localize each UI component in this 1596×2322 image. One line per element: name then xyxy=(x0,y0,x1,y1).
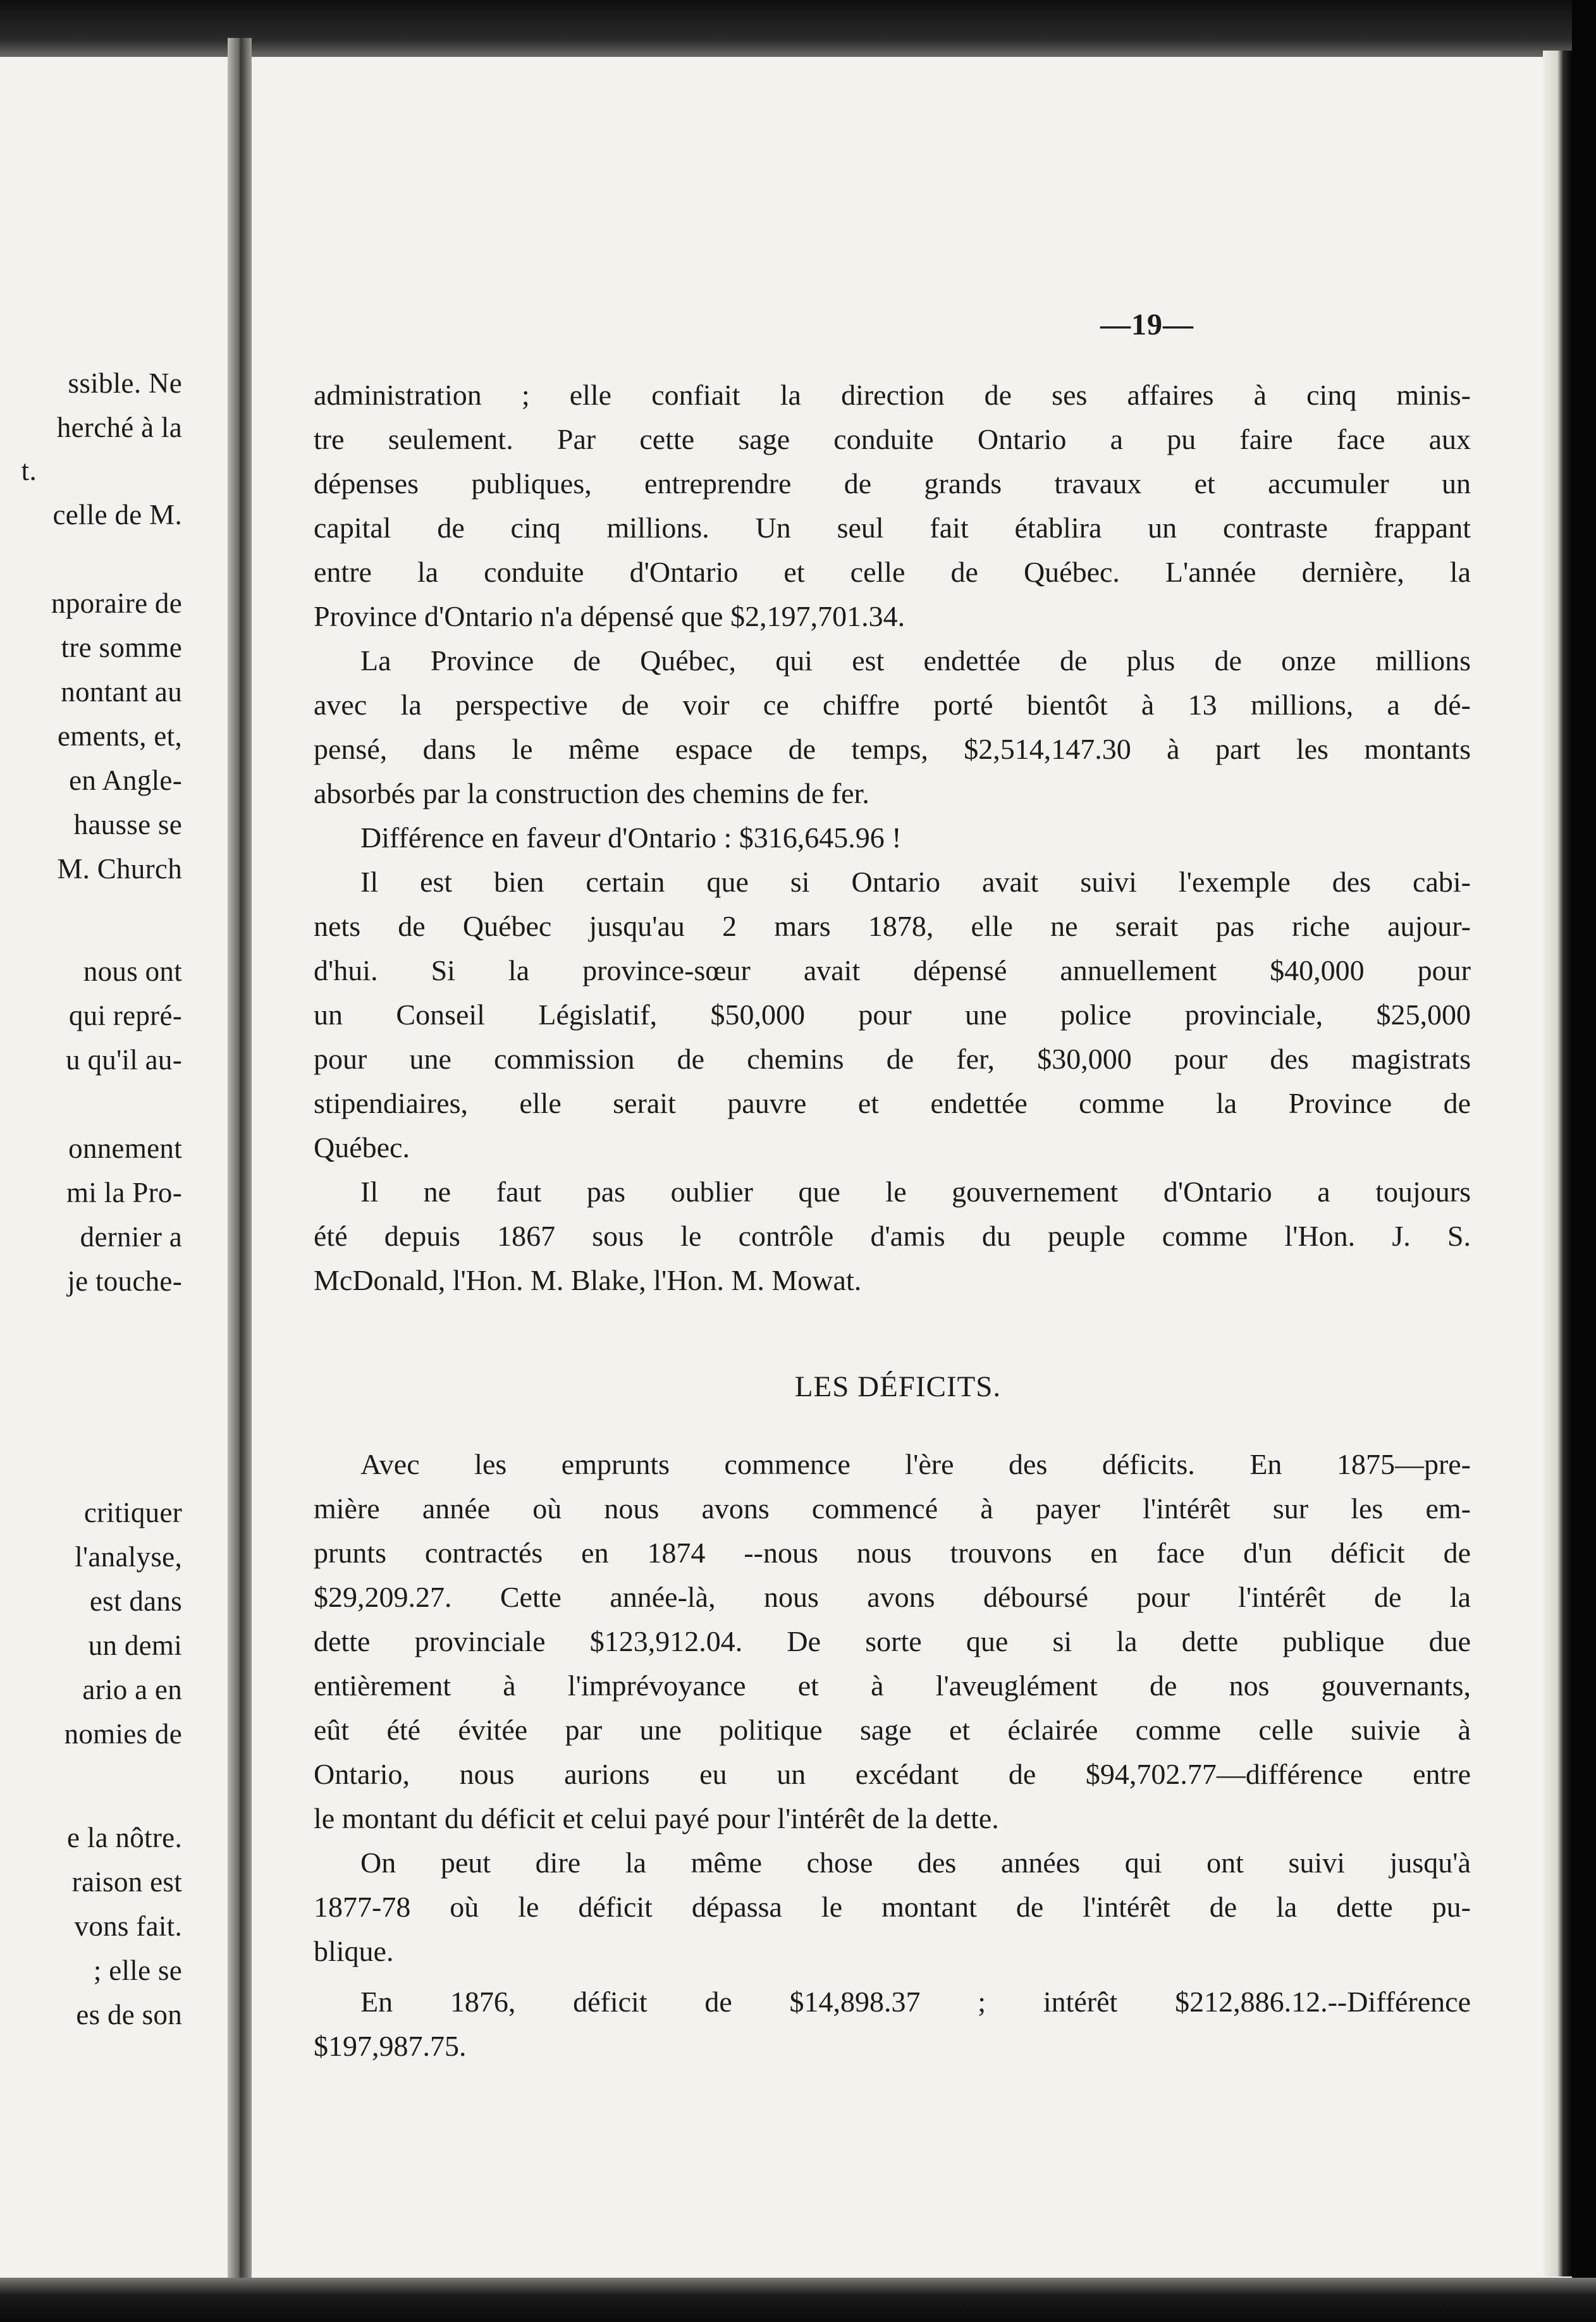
book-spine-gutter xyxy=(228,38,252,2289)
text-line: Québec. xyxy=(314,1131,410,1164)
text-line: Avec les emprunts commence l'ère des déficits. En 1875—pre- xyxy=(360,1448,1471,1480)
text-line: 1877-78 où le déficit dépassa le montant de l'intérêt de la dette pu- xyxy=(314,1891,1471,1923)
left-line: nomies de xyxy=(64,1718,182,1750)
left-line: un demi xyxy=(88,1630,182,1661)
text-line: stipendiaires, elle serait pauvre et endettée comme la Province de xyxy=(314,1087,1471,1119)
text-line: absorbés par la construction des chemins de fer. xyxy=(314,777,869,809)
text-line: entre la conduite d'Ontario et celle de Québec. L'année dernière, la xyxy=(314,556,1471,588)
text-line: Ontario, nous aurions eu un excédant de $94,702.77—différence entre xyxy=(314,1758,1471,1790)
text-line: un Conseil Législatif, $50,000 pour une police provinciale, $25,000 xyxy=(314,998,1471,1031)
text-line: nets de Québec jusqu'au 2 mars 1878, elle ne serait pas riche aujour- xyxy=(314,910,1471,942)
text-line: Différence en faveur d'Ontario : $316,645.96 ! xyxy=(360,821,902,854)
text-line: tre seulement. Par cette sage conduite Ontario a pu faire face aux xyxy=(314,423,1471,455)
text-line: $197,987.75. xyxy=(314,2030,467,2062)
left-line: tre somme xyxy=(61,632,182,663)
left-line: est dans xyxy=(89,1585,182,1617)
text-line: La Province de Québec, qui est endettée de plus de onze millions xyxy=(360,644,1471,677)
text-line: Province d'Ontario n'a dépensé que $2,197,701.34. xyxy=(314,600,905,632)
left-line: e la nôtre. xyxy=(67,1822,182,1853)
text-line: pour une commission de chemins de fer, $30,000 pour des magistrats xyxy=(314,1043,1471,1075)
left-line: t. xyxy=(21,455,37,486)
left-line: vons fait. xyxy=(74,1910,182,1942)
text-line: le montant du déficit et celui payé pour l'intérêt de la dette. xyxy=(314,1802,999,1834)
left-line: je touche- xyxy=(67,1265,182,1297)
left-line: qui repré- xyxy=(68,1000,182,1031)
text-line: En 1876, déficit de $14,898.37 ; intérêt $212,886.12.--Différence xyxy=(360,1986,1471,2018)
left-line: nporaire de xyxy=(51,587,182,619)
left-line: ements, et, xyxy=(58,720,182,752)
text-line: capital de cinq millions. Un seul fait établira un contraste frappant xyxy=(314,512,1471,544)
text-line: prunts contractés en 1874 --nous nous trouvons en face d'un déficit de xyxy=(314,1537,1471,1569)
text-line: d'hui. Si la province-sœur avait dépensé annuellement $40,000 pour xyxy=(314,954,1471,986)
scan-border-right xyxy=(1572,0,1596,2322)
text-line: Il est bien certain que si Ontario avait suivi l'exemple des cabi- xyxy=(360,866,1471,898)
left-line: ssible. Ne xyxy=(68,367,182,399)
left-line: mi la Pro- xyxy=(66,1177,182,1208)
text-line: avec la perspective de voir ce chiffre porté bientôt à 13 millions, a dé- xyxy=(314,689,1471,721)
text-line: administration ; elle confiait la direction de ses affaires à cinq minis- xyxy=(314,379,1471,411)
previous-page-fragment xyxy=(0,57,226,2283)
text-line: On peut dire la même chose des années qui ont suivi jusqu'à xyxy=(360,1846,1471,1879)
text-line: entièrement à l'imprévoyance et à l'aveuglément de nos gouvernants, xyxy=(314,1669,1471,1702)
left-line: ario a en xyxy=(82,1674,182,1705)
left-line: critiquer xyxy=(83,1497,182,1528)
left-line: onnement xyxy=(68,1133,182,1164)
left-line: M. Church xyxy=(57,853,182,885)
left-line: es de son xyxy=(76,1999,182,2030)
page-number: —19— xyxy=(1100,308,1194,341)
text-line: dépenses publiques, entreprendre de grands travaux et accumuler un xyxy=(314,467,1471,500)
left-line: nous ont xyxy=(83,955,182,987)
left-line: u qu'il au- xyxy=(66,1044,182,1076)
text-line: $29,209.27. Cette année-là, nous avons déboursé pour l'intérêt de la xyxy=(314,1581,1471,1613)
left-line: dernier a xyxy=(80,1221,182,1253)
left-line: celle de M. xyxy=(52,499,182,531)
section-heading: LES DÉFICITS. xyxy=(794,1370,1002,1403)
text-line: dette provinciale $123,912.04. De sorte que si la dette publique due xyxy=(314,1625,1471,1657)
page-19 xyxy=(253,57,1543,2283)
left-line: en Angle- xyxy=(69,765,182,796)
left-line: herché à la xyxy=(56,412,182,443)
text-line: McDonald, l'Hon. M. Blake, l'Hon. M. Mowat. xyxy=(314,1264,862,1296)
text-line: Il ne faut pas oublier que le gouvernement d'Ontario a toujours xyxy=(360,1176,1471,1208)
left-line: nontant au xyxy=(61,676,182,708)
left-line: raison est xyxy=(71,1866,182,1898)
text-line: eût été évitée par une politique sage et éclairée comme celle suivie à xyxy=(314,1714,1471,1746)
scan-border-bottom xyxy=(0,2278,1596,2322)
text-line: pensé, dans le même espace de temps, $2,514,147.30 à part les montants xyxy=(314,733,1471,765)
page-edge-shadow xyxy=(1543,51,1572,2276)
left-line: hausse se xyxy=(73,809,182,840)
text-line: été depuis 1867 sous le contrôle d'amis du peuple comme l'Hon. J. S. xyxy=(314,1220,1471,1252)
left-line: l'analyse, xyxy=(75,1541,182,1573)
left-line: ; elle se xyxy=(93,1955,182,1986)
text-line: blique. xyxy=(314,1935,394,1967)
text-line: mière année où nous avons commencé à payer l'intérêt sur les em- xyxy=(314,1492,1471,1525)
